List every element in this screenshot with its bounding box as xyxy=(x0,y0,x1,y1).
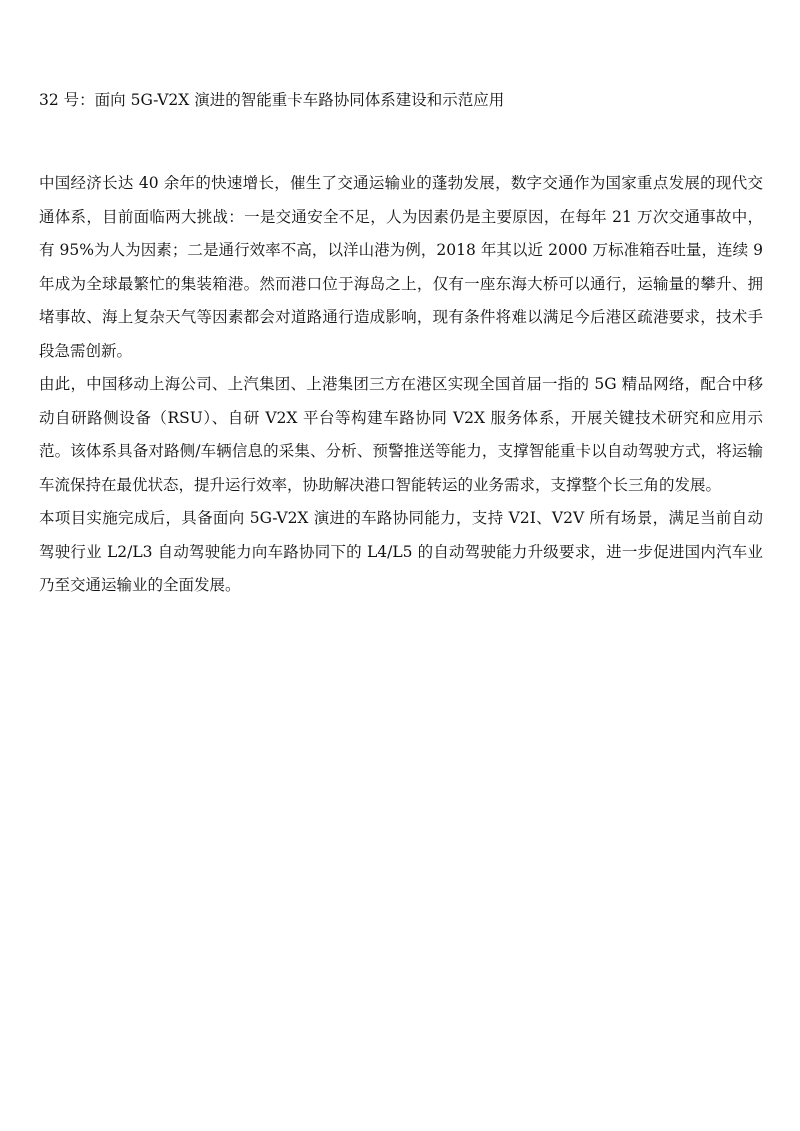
paragraph-solution: 由此，中国移动上海公司、上汽集团、上港集团三方在港区实现全国首届一指的 5G 精品网络，配合中移动自研路侧设备（RSU）、自研 V2X 平台等构建车路协同 V2X 服务体系，开展关键技术研究和应用示范。该体系具备对路侧/车辆信息的采集、分析、预警推送等能力，支撑智能重卡以自动驾驶方式，将运输车流保持在最优状态，提升运行效率，协助解决港口智能转运的业务需求，支撑整个长三角的发展。 xyxy=(39,375,763,494)
paragraph-background: 中国经济长达 40 余年的快速增长，催生了交通运输业的蓬勃发展，数字交通作为国家重点发展的现代交通体系，目前面临两大挑战：一是交通安全不足，人为因素仍是主要原因，在每年 21 万次交通事故中，有 95%为人为因素；二是通行效率不高，以洋山港为例，2018 年其以近 2000 万标准箱吞吐量，连续 9 年成为全球最繁忙的集装箱港。然而港口位于海岛之上，仅有一座东海大桥可以通行，运输量的攀升、拥堵事故、海上复杂天气等因素都会对道路通行造成影响，现有条件将难以满足今后港区疏港要求，技术手段急需创新。 xyxy=(39,174,763,360)
document-body xyxy=(39,167,763,603)
paragraph-outcome: 本项目实施完成后，具备面向 5G-V2X 演进的车路协同能力，支持 V2I、V2V 所有场景，满足当前自动驾驶行业 L2/L3 自动驾驶能力向车路协同下的 L4/L5 的自动驾驶能力升级要求，进一步促进国内汽车业乃至交通运输业的全面发展。 xyxy=(39,509,763,594)
document-title: 32 号：面向 5G-V2X 演进的智能重卡车路协同体系建设和示范应用 xyxy=(39,91,505,109)
